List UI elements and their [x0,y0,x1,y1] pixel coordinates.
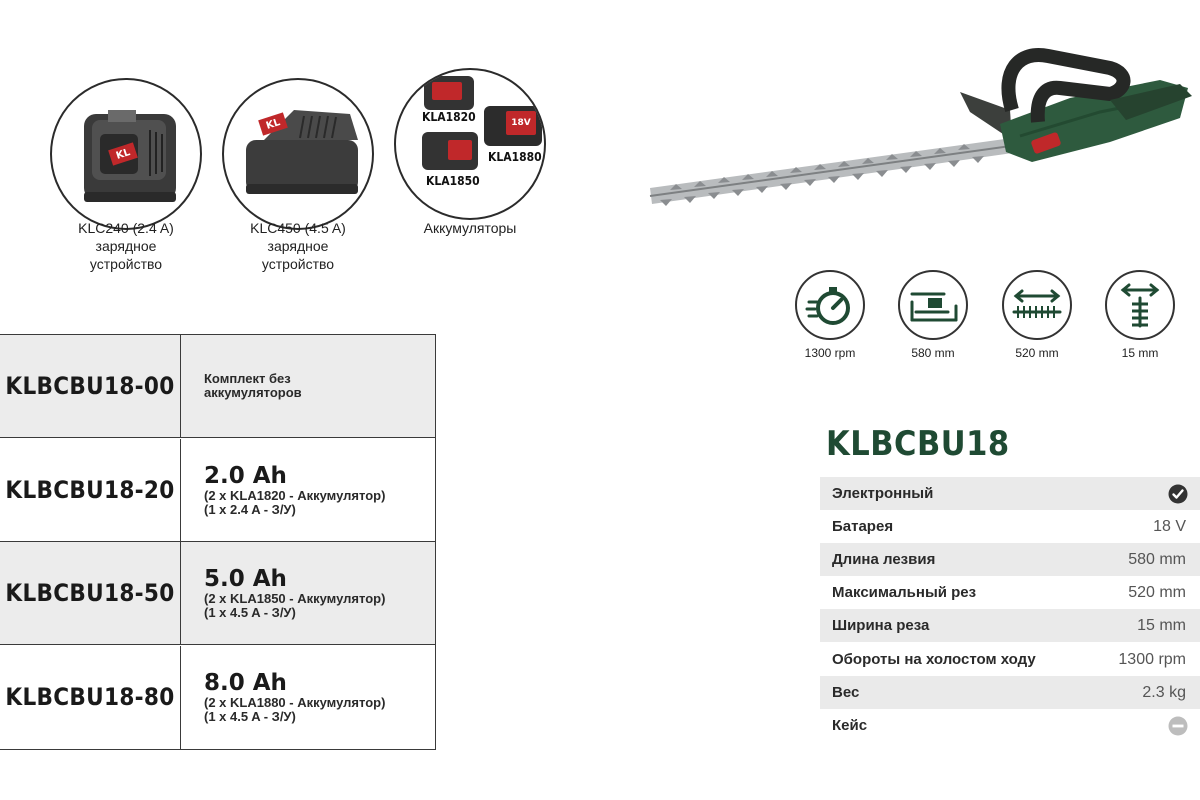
spec-row-idle-speed [820,643,1200,676]
kit-capacity: 2.0 Ah [204,462,287,489]
batteries-caption: Аккумуляторы [423,220,517,236]
charger-klc450-image [224,80,374,230]
charger-klc450-caption: KLC450 (4.5 A) зарядное устройство [250,220,346,272]
kit-row [0,335,435,438]
spec-value: 18 V [1153,517,1186,535]
kit-row [0,542,435,645]
spec-row-weight [820,676,1200,709]
battery-kla1820 [424,76,474,110]
spec-row-cut-width [820,609,1200,642]
kit-description: Комплект без аккумуляторов [204,371,302,400]
kit-code: KLBCBU18-50 [0,542,181,644]
kit-table [0,334,436,750]
feature-cut-width [1002,270,1072,340]
feature-cut-width-label: 520 mm [1015,346,1059,360]
kit-capacity: 8.0 Ah [204,670,287,696]
spec-value: 2.3 kg [1142,683,1186,701]
spec-name: Батарея [832,518,894,535]
spec-row-electronic [820,477,1200,510]
batteries-circle [394,68,546,220]
charger-klc240-circle [50,78,202,230]
kl-logo: KL [108,142,138,165]
speedometer-icon [797,272,863,338]
spec-name: Максимальный рез [832,584,977,601]
spec-value: 15 mm [1137,616,1186,634]
feature-speed [795,270,865,340]
minus-circle-icon [1168,716,1188,736]
kit-description: 8.0 Ah (2 x KLA1880 - Аккумулятор) (1 x 4.5 A - З/У) [204,646,429,749]
feature-blade-length-label: 580 mm [911,346,955,360]
spec-row-battery [820,510,1200,543]
kit-description: 2.0 Ah (2 x KLA1820 - Аккумулятор) (1 x 2.4 A - З/У) [204,439,429,541]
blade-length-icon [900,272,966,338]
feature-blade-length [898,270,968,340]
feature-cut-diameter-label: 15 mm [1121,346,1159,360]
kit-row [0,439,435,542]
battery-kla1850-label: KLA1850 [426,174,480,188]
spec-name: Вес [832,684,860,701]
spec-name: Электронный [832,485,934,502]
charger-klc240-caption: KLC240 (2.4 A) зарядное устройство [78,220,174,272]
spec-value: 520 mm [1128,583,1186,601]
kit-capacity: 5.0 Ah [204,566,287,592]
spec-value: 1300 rpm [1118,650,1186,668]
spec-name: Ширина реза [832,617,930,634]
kit-code: KLBCBU18-20 [0,439,181,541]
check-icon [1168,484,1188,504]
spec-name: Кейс [832,717,868,734]
spec-row-max-cut [820,576,1200,609]
spec-name: Обороты на холостом ходу [832,651,1036,668]
kl-logo: KL [258,112,288,135]
spec-row-blade-length [820,543,1200,576]
hedge-trimmer-image [640,40,1200,220]
battery-kla1820-label: KLA1820 [422,110,476,124]
kit-description: 5.0 Ah (2 x KLA1850 - Аккумулятор) (1 x 4.5 A - З/У) [204,542,429,644]
kit-code: KLBCBU18-80 [0,646,181,749]
battery-kla1850 [422,132,478,170]
feature-cut-diameter [1105,270,1175,340]
battery-kla1880-label: KLA1880 [488,150,542,164]
spec-title: KLBCBU18 [826,424,1010,464]
spec-value: 580 mm [1128,550,1186,568]
cut-width-icon [1004,272,1070,338]
charger-klc450-circle [222,78,374,230]
spec-row-case [820,709,1200,742]
battery-kla1880: 18V [484,106,542,146]
kit-code: KLBCBU18-00 [0,335,181,437]
cut-diameter-icon [1107,272,1173,338]
spec-name: Длина лезвия [832,551,936,568]
feature-speed-label: 1300 rpm [804,346,856,360]
kit-row [0,646,435,749]
